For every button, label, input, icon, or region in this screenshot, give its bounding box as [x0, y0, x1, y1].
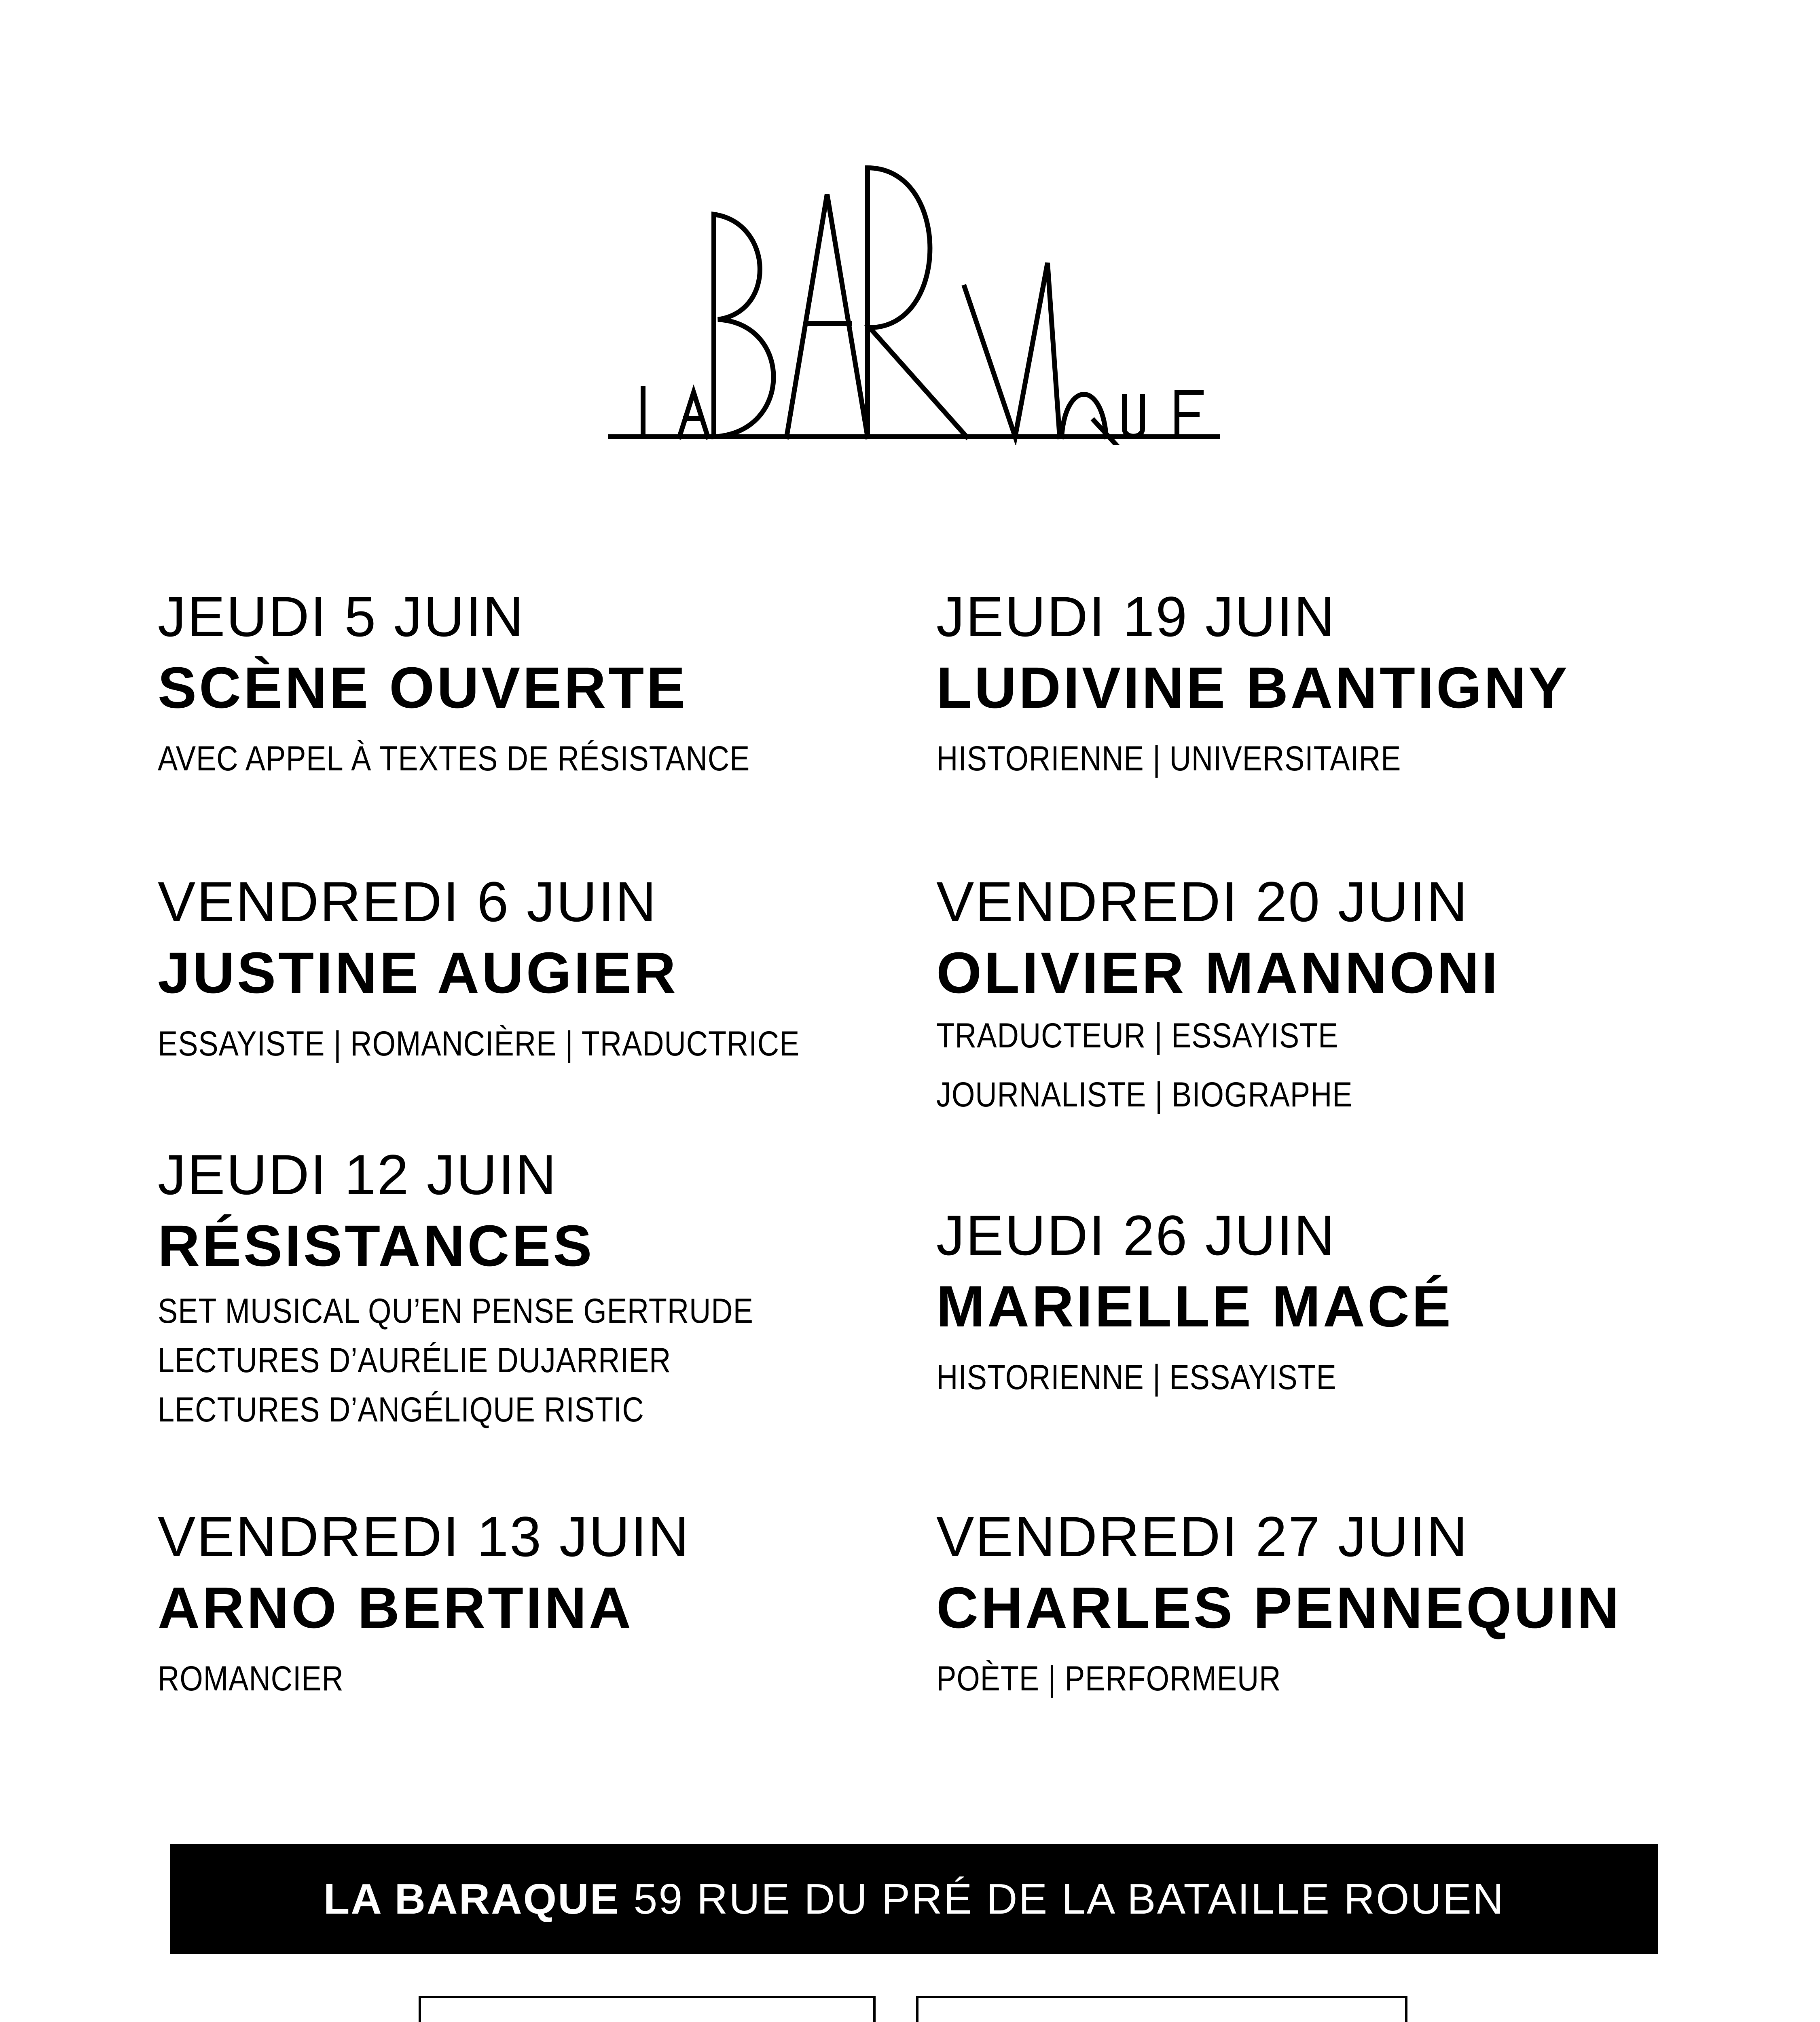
event-detail-line: LECTURES D’ANGÉLIQUE RISTIC [158, 1390, 644, 1430]
event-details [158, 1019, 904, 1068]
event-detail-line: ESSAYISTE | ROMANCIÈRE | TRADUCTRICE [158, 1024, 800, 1063]
event-detail-line: AVEC APPEL À TEXTES DE RÉSISTANCE [158, 739, 750, 778]
event-date: VENDREDI 6 JUIN [158, 870, 658, 933]
event-date: JEUDI 5 JUIN [158, 585, 525, 648]
event-details [158, 1654, 690, 1703]
event-title: SCÈNE OUVERTE [158, 655, 688, 720]
event-detail-line: HISTORIENNE | ESSAYISTE [936, 1358, 1337, 1397]
event-details [936, 1006, 1500, 1124]
event-title: CHARLES PENNEQUIN [936, 1575, 1622, 1640]
event-title: LUDIVINE BANTIGNY [936, 655, 1570, 720]
event-june-27 [936, 1505, 1622, 1703]
event-june-6 [158, 870, 904, 1068]
event-june-12 [158, 1143, 851, 1434]
event-detail-line: ROMANCIER [158, 1659, 344, 1698]
event-date: JEUDI 12 JUIN [158, 1143, 558, 1206]
event-june-26 [936, 1203, 1453, 1402]
event-title: RÉSISTANCES [158, 1213, 595, 1278]
event-title: ARNO BERTINA [158, 1575, 633, 1640]
opening-time-box [419, 1996, 876, 2022]
event-june-5 [158, 585, 847, 783]
event-detail-line: SET MUSICAL QU’EN PENSE GERTRUDE [158, 1292, 753, 1330]
event-date: VENDREDI 13 JUIN [158, 1505, 690, 1568]
event-date: VENDREDI 20 JUIN [936, 870, 1469, 933]
event-date: VENDREDI 27 JUIN [936, 1505, 1469, 1568]
event-title: JUSTINE AUGIER [158, 940, 678, 1005]
event-june-19 [936, 585, 1570, 783]
venue-name: LA BARAQUE [323, 1875, 620, 1923]
event-detail-line: TRADUCTEUR | ESSAYISTE [936, 1016, 1339, 1055]
conference-time-box [916, 1996, 1407, 2022]
event-date: JEUDI 19 JUIN [936, 585, 1336, 648]
event-details [158, 734, 847, 783]
event-details [158, 1286, 851, 1434]
address-bar [170, 1844, 1658, 1954]
event-title: OLIVIER MANNONI [936, 940, 1500, 1005]
venue-address: 59 RUE DU PRÉ DE LA BATAILLE ROUEN [633, 1875, 1505, 1923]
event-title: MARIELLE MACÉ [936, 1274, 1453, 1339]
event-details [936, 1353, 1453, 1402]
event-details [936, 1654, 1621, 1703]
event-detail-line: JOURNALISTE | BIOGRAPHE [936, 1075, 1353, 1115]
la-baraque-logo [603, 154, 1225, 445]
event-detail-line: HISTORIENNE | UNIVERSITAIRE [936, 739, 1401, 778]
event-date: JEUDI 26 JUIN [936, 1203, 1336, 1267]
event-detail-line: LECTURES D’AURÉLIE DUJARRIER [158, 1341, 671, 1380]
event-detail-line: POÈTE | PERFORMEUR [936, 1659, 1281, 1698]
event-june-20 [936, 870, 1500, 1124]
event-june-13 [158, 1505, 690, 1703]
event-details [936, 734, 1570, 783]
